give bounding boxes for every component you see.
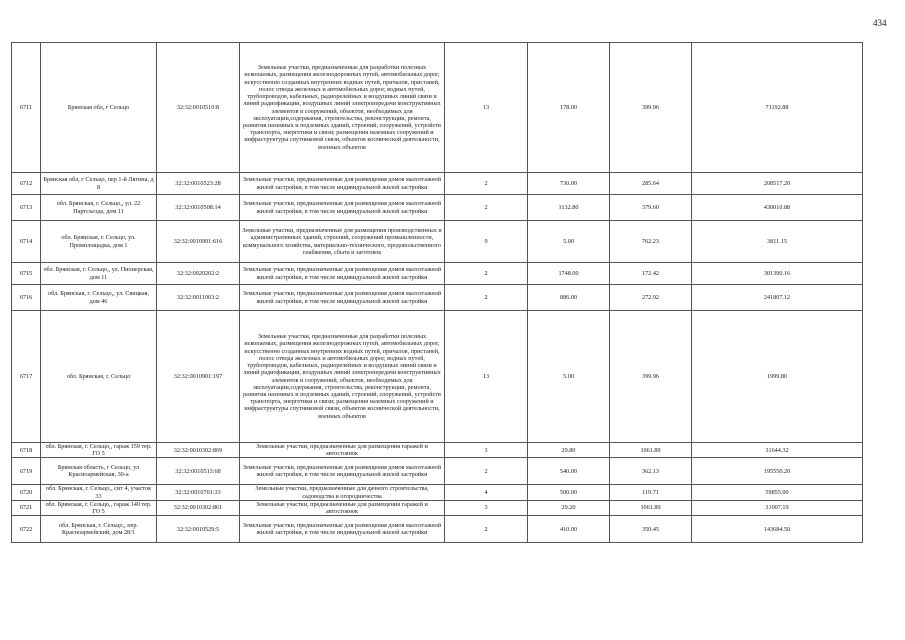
group-cell: 2 [445,516,528,543]
row-number: 6719 [12,458,41,485]
table-row [12,458,863,485]
address-cell: обл. Брянская, г. Сельцо,, гараж 140 тер. ГО 5 [41,500,157,515]
group-cell: 3 [445,443,528,458]
cadastral-number-cell: 32:32:0010901:616 [157,221,240,263]
table-row [12,263,863,285]
land-use-cell: Земельные участки, предназначенные для размещения домов малоэтажной жилой застройки, в том числе индивидуальной жилой застройки [240,285,445,311]
cadastral-number-cell: 32:32:0010513:68 [157,458,240,485]
row-number: 6716 [12,285,41,311]
area-cell: 5.00 [528,221,610,263]
cadastral-number-cell: 32:32:0010529:5 [157,516,240,543]
cadastral-number-cell: 32:32:0010510:8 [157,43,240,173]
cadastral-value-cell: 1999.80 [692,311,863,443]
specific-value-cell: 350.45 [610,516,692,543]
group-cell: 13 [445,43,528,173]
row-number: 6720 [12,485,41,500]
address-cell: обл. Брянская, г. Сельцо,, пер. Красноармейский, дом 28/1 [41,516,157,543]
area-cell: 500.00 [528,485,610,500]
specific-value-cell: 172.42 [610,263,692,285]
area-cell: 29.80 [528,443,610,458]
row-number: 6711 [12,43,41,173]
cadastral-value-cell: 143684.50 [692,516,863,543]
page-number: 434 [873,18,887,28]
table-row [12,195,863,221]
address-cell: обл. Брянская, г. Сельцо,, снт 4, участок 33 [41,485,157,500]
land-use-cell: Земельные участки, предназначенные для размещения домов малоэтажной жилой застройки, в том числе индивидуальной жилой застройки [240,458,445,485]
row-number: 6722 [12,516,41,543]
area-cell: 5.00 [528,311,610,443]
specific-value-cell: 1061.89 [610,443,692,458]
group-cell: 2 [445,195,528,221]
cadastral-number-cell: 32:32:0010901:197 [157,311,240,443]
row-number: 6714 [12,221,41,263]
address-cell: Брянская обл, г Сельцо, пер 1-й Лягина, д 8 [41,173,157,195]
group-cell: 9 [445,221,528,263]
land-use-cell: Земельные участки, предназначенные для размещения производственных и административных зданий, строений, сооружений промышленности, коммунального хозяйства, материально-технического, продовольственного снабжения, сбыта и заготовок [240,221,445,263]
address-cell: обл. Брянская, г. Сельцо,, ул. 22 Партсъезда, дом 11 [41,195,157,221]
cadastral-value-cell: 59855.00 [692,485,863,500]
specific-value-cell: 272.92 [610,285,692,311]
area-cell: 29.20 [528,500,610,515]
address-cell: обл. Брянская, г. Сельцо,, ул. Пионерская, дом 11 [41,263,157,285]
area-cell: 410.00 [528,516,610,543]
specific-value-cell: 285.64 [610,173,692,195]
land-use-cell: Земельные участки, предназначенные для размещения домов малоэтажной жилой застройки, в том числе индивидуальной жилой застройки [240,173,445,195]
row-number: 6713 [12,195,41,221]
cadastral-value-table [11,42,863,543]
address-cell: обл. Брянская, г. Сельцо, ул. Промплощадка, дом 1 [41,221,157,263]
address-cell: обл. Брянская, г. Сельцо,, гараж 159 тер. ГО 5 [41,443,157,458]
specific-value-cell: 379.60 [610,195,692,221]
table-row [12,285,863,311]
cadastral-number-cell: 32:32:0010523:28 [157,173,240,195]
land-use-cell: Земельные участки, предназначенные для размещения домов малоэтажной жилой застройки, в том числе индивидуальной жилой застройки [240,516,445,543]
area-cell: 886.00 [528,285,610,311]
cadastral-number-cell: 32:32:0011003:2 [157,285,240,311]
group-cell: 13 [445,311,528,443]
group-cell: 2 [445,173,528,195]
specific-value-cell: 1061.89 [610,500,692,515]
address-cell: Брянская область, г Сельцо, ул Красноармейская, 30-а [41,458,157,485]
row-number: 6715 [12,263,41,285]
land-use-cell: Земельные участки, предназначенные для размещения гаражей и автостоянок [240,443,445,458]
land-use-cell: Земельные участки, предназначенные для размещения домов малоэтажной жилой застройки, в том числе индивидуальной жилой застройки [240,263,445,285]
specific-value-cell: 399.96 [610,311,692,443]
table-row [12,311,863,443]
row-number: 6712 [12,173,41,195]
cadastral-value-cell: 71192.88 [692,43,863,173]
area-cell: 1748.00 [528,263,610,285]
specific-value-cell: 362.13 [610,458,692,485]
table-row [12,43,863,173]
table-row [12,500,863,515]
land-use-cell: Земельные участки, предназначенные для размещения гаражей и автостоянок [240,500,445,515]
land-use-cell: Земельные участки, предназначенные для размещения домов малоэтажной жилой застройки, в том числе индивидуальной жилой застройки [240,195,445,221]
cadastral-number-cell: 32:32:0020202:2 [157,263,240,285]
cadastral-value-cell: 208517.20 [692,173,863,195]
cadastral-number-cell: 32:32:0010508:14 [157,195,240,221]
cadastral-number-cell: 32:32:0010701:33 [157,485,240,500]
table-row [12,485,863,500]
land-use-cell: Земельные участки, предназначенные для разработки полезных ископаемых, размещения железнодорожных путей, автомобильных дорог, искусственно созданных внутренних водных путей, причалов, пристаней, полос отвода железных и автомобильных дорог, водных путей, трубопроводов, кабельных, радиорелейных и воздушных линий связи и линий радиофикации, воздушных линий электропередачи конструктивных элементов и сооружений, объектов, необходимых для эксплуатации,содержания, строительства, реконструкции, ремонта, развития наземных и подземных зданий, строений, сооружений, устройств транспорта, энергетики и связи; размещения наземных сооружений и инфраструктуры спутниковой связи, объектов космической деятельности, военных объектов [240,311,445,443]
cadastral-value-cell: 31007.19 [692,500,863,515]
cadastral-value-cell: 3811.15 [692,221,863,263]
group-cell: 2 [445,285,528,311]
address-cell: Брянская обл, г Сельцо [41,43,157,173]
table-row [12,516,863,543]
group-cell: 4 [445,485,528,500]
cadastral-value-cell: 301390.16 [692,263,863,285]
land-use-cell: Земельные участки, предназначенные для дачного строительства, садоводства и огородничества [240,485,445,500]
area-cell: 730.00 [528,173,610,195]
area-cell: 1132.80 [528,195,610,221]
table-row [12,173,863,195]
specific-value-cell: 119.71 [610,485,692,500]
specific-value-cell: 399.96 [610,43,692,173]
specific-value-cell: 762.23 [610,221,692,263]
cadastral-value-cell: 241807.12 [692,285,863,311]
row-number: 6718 [12,443,41,458]
group-cell: 3 [445,500,528,515]
table-row [12,221,863,263]
area-cell: 540.00 [528,458,610,485]
table-row [12,443,863,458]
cadastral-value-cell: 31644.32 [692,443,863,458]
cadastral-number-cell: 32:32:0010302:861 [157,500,240,515]
cadastral-number-cell: 32:32:0010302:869 [157,443,240,458]
row-number: 6721 [12,500,41,515]
land-use-cell: Земельные участки, предназначенные для разработки полезных ископаемых, размещения железнодорожных путей, автомобильных дорог, искусственно созданных внутренних водных путей, причалов, пристаней, полос отвода железных и автомобильных дорог, водных путей, трубопроводов, кабельных, радиорелейных и воздушных линий связи и линий радиофикации, воздушных линий электропередачи конструктивных элементов и сооружений, объектов, необходимых для эксплуатации,содержания, строительства, реконструкции, ремонта, развития наземных и подземных зданий, строений, сооружений, устройств транспорта, энергетики и связи; размещения наземных сооружений и инфраструктуры спутниковой связи, объектов космической деятельности, военных объектов [240,43,445,173]
group-cell: 2 [445,263,528,285]
cadastral-value-cell: 430010.88 [692,195,863,221]
cadastral-value-cell: 195550.20 [692,458,863,485]
area-cell: 178.00 [528,43,610,173]
group-cell: 2 [445,458,528,485]
address-cell: обл. Брянская, г. Сельцо,, ул. Свицкая, дом 46 [41,285,157,311]
row-number: 6717 [12,311,41,443]
address-cell: обл. Брянская, г. Сельцо [41,311,157,443]
